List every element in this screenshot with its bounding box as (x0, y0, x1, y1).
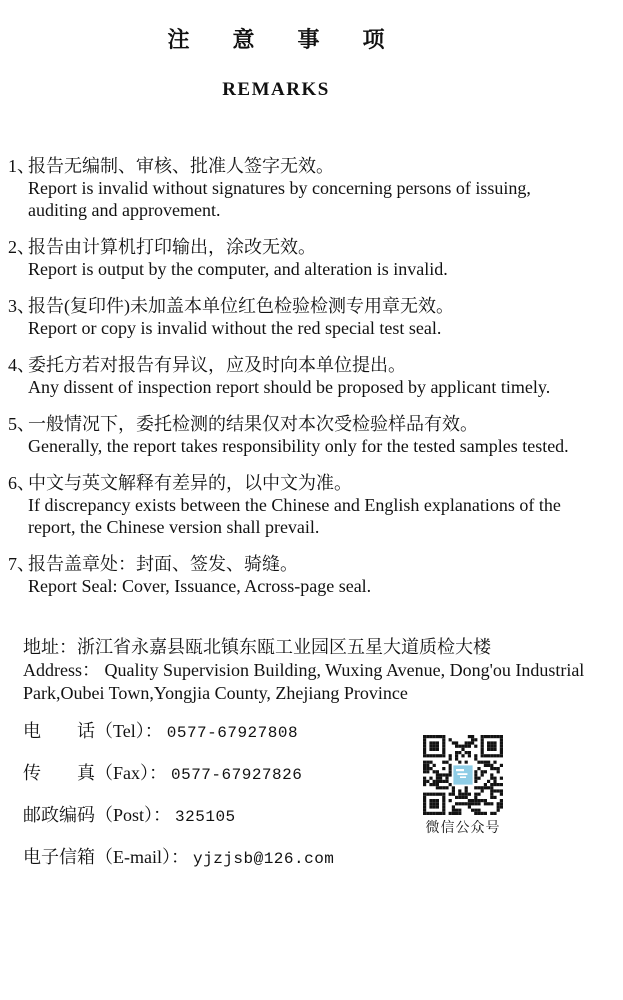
address-line-zh: 地址：浙江省永嘉县瓯北镇东瓯工业园区五星大道质检大楼 (23, 637, 491, 657)
page-title (0, 27, 552, 53)
item-text (28, 553, 608, 597)
item-text (28, 413, 608, 457)
item-text-zh: 中文与英文解释有差异的，以中文为准。 (28, 473, 352, 493)
contact-row-post (23, 804, 403, 828)
item-number: 6、 (8, 473, 35, 493)
remark-item-2 (8, 236, 608, 280)
item-text-en: Generally, the report takes responsibility only for the tested samples tested. (28, 436, 569, 456)
item-number: 5、 (8, 414, 35, 434)
item-number: 4、 (8, 355, 35, 375)
postal-code: 325105 (175, 808, 236, 826)
fax-number: 0577-67927826 (171, 766, 303, 784)
item-text (28, 155, 608, 221)
item-text-zh: 报告盖章处：封面、签发、骑缝。 (28, 554, 298, 574)
item-text-en: Report is output by the computer, and alteration is invalid. (28, 259, 448, 279)
phone-number: 0577-67927808 (166, 724, 299, 742)
contact-label: 电 话（Tel）： (23, 721, 163, 741)
item-text-zh: 报告无编制、审核、批准人签字无效。 (28, 156, 334, 176)
remark-item-5 (8, 413, 608, 457)
item-text-en: Report Seal: Cover, Issuance, Across-page seal. (28, 576, 372, 596)
item-number: 7、 (8, 554, 35, 574)
address-block (23, 636, 598, 705)
item-text (28, 354, 608, 398)
item-text-en: report, the Chinese version shall prevail. (28, 517, 320, 537)
remark-item-1 (8, 155, 608, 221)
page-heading (0, 0, 552, 101)
contact-label: 电子信箱（E-mail）： (23, 847, 189, 867)
item-text-en: Any dissent of inspection report should be proposed by applicant timely. (28, 377, 551, 397)
item-number: 1、 (8, 156, 35, 176)
item-text (28, 236, 608, 280)
item-text-en: If discrepancy exists between the Chinese and English explanations of the (28, 495, 561, 515)
page-subtitle: REMARKS (222, 79, 330, 100)
item-text-en: Report or copy is invalid without the red special test seal. (28, 318, 442, 338)
remark-item-3 (8, 295, 608, 339)
item-number: 2、 (8, 237, 35, 257)
item-text-en: auditing and approvement. (28, 200, 221, 220)
contact-row-tel (23, 720, 403, 744)
item-text-zh: 报告由计算机打印输出，涂改无效。 (28, 237, 316, 257)
remarks-list (8, 155, 608, 597)
remark-item-4 (8, 354, 608, 398)
item-text-zh: 委托方若对报告有异议，应及时向本单位提出。 (28, 355, 406, 375)
contact-row-email (23, 846, 403, 870)
address-line-en: Address： Quality Supervision Building, Wuxing Avenue, Dong'ou Industrial (23, 660, 585, 680)
contact-row-fax (23, 762, 403, 786)
page-title-text: 注意事项 (167, 27, 428, 52)
contact-label: 传 真（Fax）： (23, 763, 167, 783)
contact-block (23, 720, 403, 870)
address-line-en: Park,Oubei Town,Yongjia County, Zhejiang Province (23, 683, 408, 703)
contact-label: 邮政编码（Post）： (23, 805, 172, 825)
item-text-zh: 报告(复印件)未加盖本单位红色检验检测专用章无效。 (28, 296, 454, 316)
qr-code-icon (423, 735, 503, 815)
qr-caption: 微信公众号 (425, 821, 501, 836)
item-text-en: Report is invalid without signatures by concerning persons of issuing, (28, 178, 531, 198)
item-text (28, 295, 608, 339)
wechat-qr-block (422, 735, 504, 838)
item-number: 3、 (8, 296, 35, 316)
remark-item-7 (8, 553, 608, 597)
remark-item-6 (8, 472, 608, 538)
item-text (28, 472, 608, 538)
email-address: yjzjsb@126.com (192, 850, 335, 868)
item-text-zh: 一般情况下，委托检测的结果仅对本次受检验样品有效。 (28, 414, 478, 434)
